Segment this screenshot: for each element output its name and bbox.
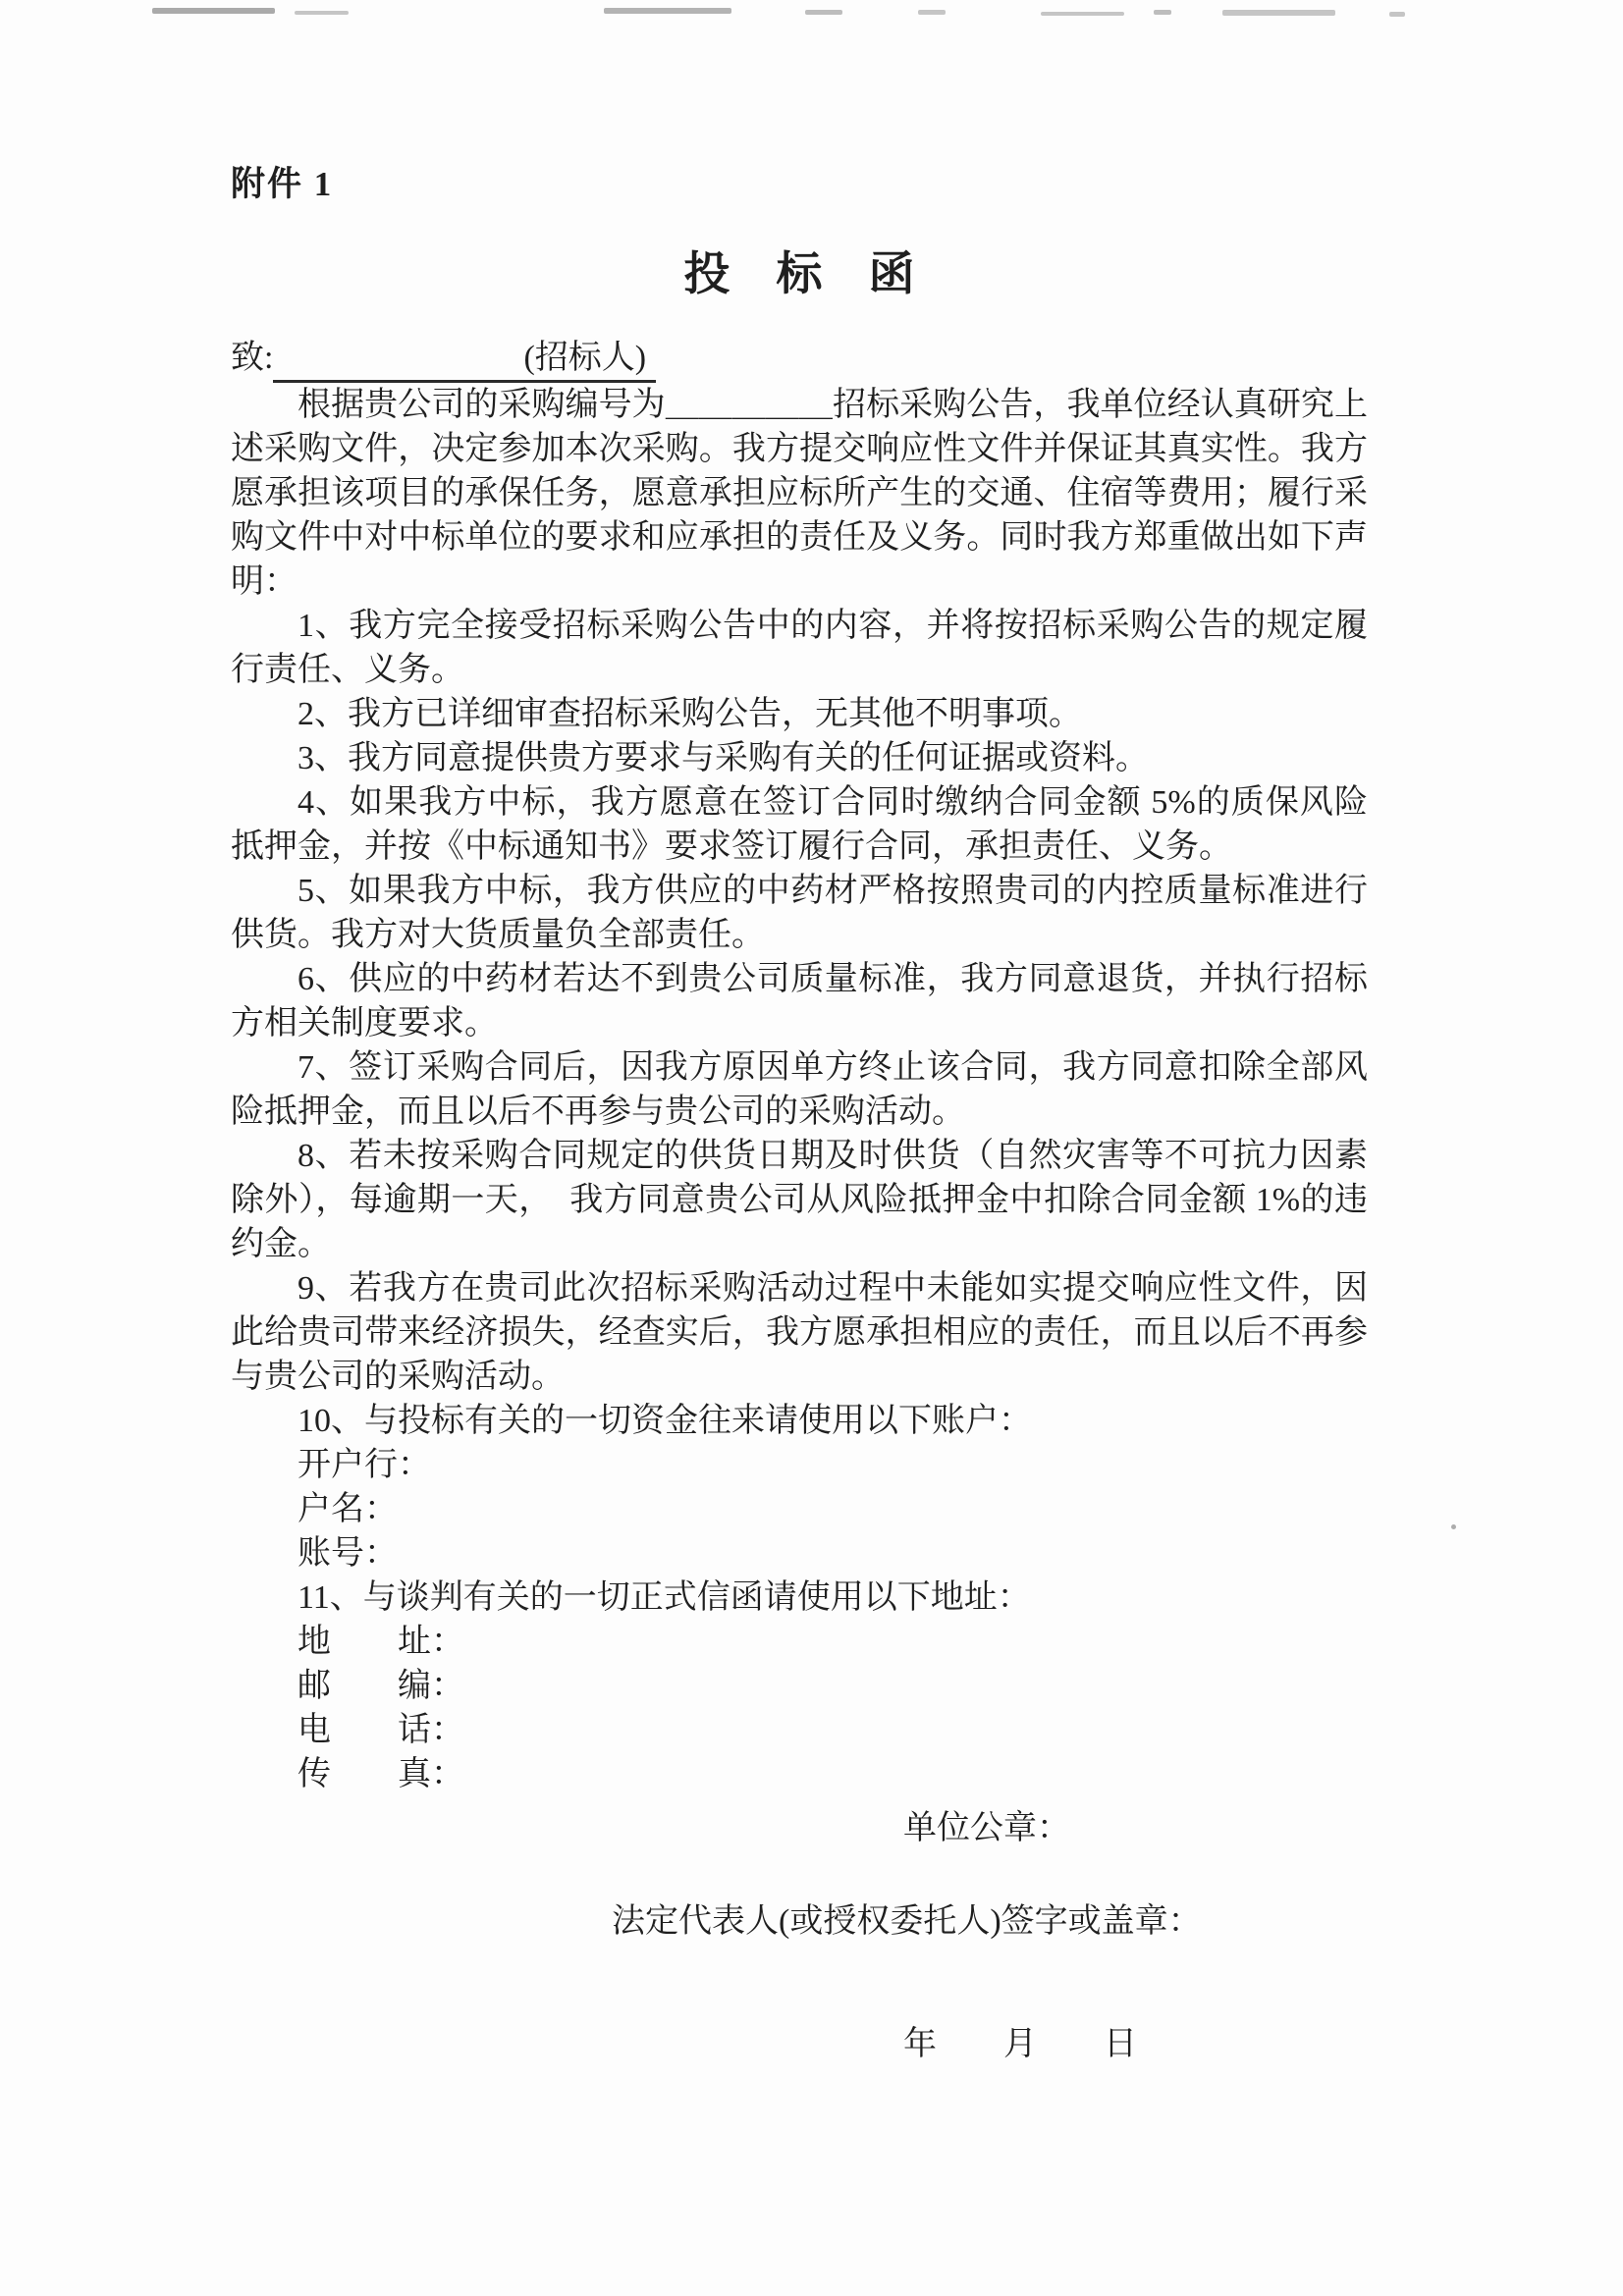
declaration-item-1: 1、我方完全接受招标采购公告中的内容，并将按招标采购公告的规定履行责任、义务。 xyxy=(231,608,1368,688)
scan-artifact xyxy=(152,8,275,14)
scan-artifact xyxy=(1389,12,1405,17)
contact-line-address: 地 址： xyxy=(298,1624,464,1660)
declaration-item-11: 11、与谈判有关的一切正式信函请使用以下地址： xyxy=(298,1579,1031,1616)
bank-account-line-name: 户名： xyxy=(298,1491,398,1527)
scan-artifact xyxy=(1451,1524,1456,1529)
scan-artifact xyxy=(805,10,842,15)
declaration-item-8: 8、若未按采购合同规定的供货日期及时供货（自然灾害等不可抗力因素除外），每逾期一天， 我方同意贵公司从风险抵押金中扣除合同金额 1%的违约金。 xyxy=(231,1138,1368,1262)
declaration-item-10: 10、与投标有关的一切资金往来请使用以下账户： xyxy=(298,1403,1032,1439)
recipient-blank-underline xyxy=(273,336,656,383)
declaration-item-2: 2、我方已详细审查招标采购公告，无其他不明事项。 xyxy=(298,696,1082,732)
scan-artifact xyxy=(1041,12,1124,16)
document-title: 投 标 函 xyxy=(683,249,915,300)
bank-account-line-number: 账号： xyxy=(298,1535,398,1572)
bank-account-line-bank: 开户行： xyxy=(298,1447,431,1483)
declaration-item-4: 4、如果我方中标，我方愿意在签订合同时缴纳合同金额 5%的质保风险抵押金，并按《中标通知书》要求签订履行合同，承担责任、义务。 xyxy=(231,784,1368,865)
scan-artifact xyxy=(295,11,349,15)
scan-artifact xyxy=(1222,10,1335,16)
intro-paragraph: 根据贵公司的采购编号为＿＿＿＿＿招标采购公告，我单位经认真研究上述采购文件，决定参加本次采购。我方提交响应性文件并保证其真实性。我方愿承担该项目的承保任务，愿意承担应标所产生的交通、住宿等费用；履行采购文件中对中标单位的要求和应承担的责任及义务。同时我方郑重做出如下声明： xyxy=(231,387,1368,600)
declaration-item-3: 3、我方同意提供贵方要求与采购有关的任何证据或资料。 xyxy=(298,740,1149,776)
contact-line-phone: 电 话： xyxy=(298,1712,464,1748)
seal-label: 单位公章： xyxy=(903,1810,1070,1846)
scan-artifact xyxy=(918,10,946,15)
salutation-prefix: 致: xyxy=(231,340,274,376)
attachment-label: 附件 1 xyxy=(231,165,334,203)
date-line: 年 月 日 xyxy=(903,2026,1137,2062)
recipient-label: (招标人) xyxy=(523,340,647,376)
signature-label: 法定代表人(或授权委托人)签字或盖章： xyxy=(612,1903,1202,1940)
salutation-line xyxy=(231,336,1368,383)
scan-artifact xyxy=(1154,10,1171,15)
contact-line-zip: 邮 编： xyxy=(298,1668,464,1704)
scan-artifact xyxy=(604,8,731,14)
declaration-item-5: 5、如果我方中标，我方供应的中药材严格按照贵司的内控质量标准进行供货。我方对大货质量负全部责任。 xyxy=(231,873,1368,953)
declaration-item-7: 7、签订采购合同后，因我方原因单方终止该合同，我方同意扣除全部风险抵押金，而且以后不再参与贵公司的采购活动。 xyxy=(231,1049,1368,1130)
declaration-item-6: 6、供应的中药材若达不到贵公司质量标准，我方同意退货，并执行招标方相关制度要求。 xyxy=(231,961,1368,1041)
declaration-item-9: 9、若我方在贵司此次招标采购活动过程中未能如实提交响应性文件，因此给贵司带来经济损失，经查实后，我方愿承担相应的责任，而且以后不再参与贵公司的采购活动。 xyxy=(231,1270,1368,1395)
contact-line-fax: 传 真： xyxy=(298,1756,464,1792)
